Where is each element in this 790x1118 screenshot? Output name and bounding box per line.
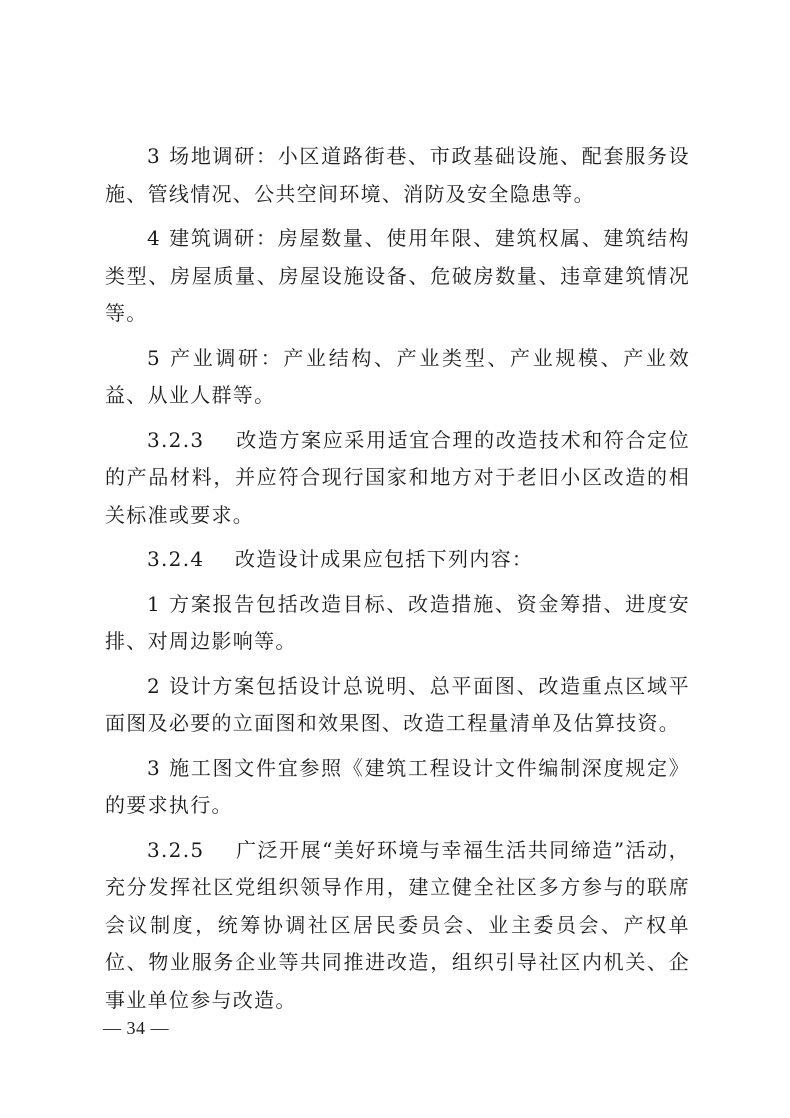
paragraph-item-4-building-survey — [105, 220, 690, 333]
item-number: 3 — [147, 144, 162, 168]
item-number: 3 — [147, 755, 162, 780]
paragraph-clause-3-2-3 — [105, 422, 690, 535]
paragraph-item-3-site-survey — [105, 138, 690, 213]
paragraph-text: 方案报告包括改造目标、改造措施、资金筹措、进度安排、对周边影响等。 — [105, 591, 690, 653]
paragraph-text: 施工图文件宜参照《建筑工程设计文件编制深度规定》的要求执行。 — [105, 755, 690, 817]
paragraph-clause-3-2-5 — [105, 832, 690, 1020]
item-number: 4 — [147, 226, 162, 250]
paragraph-item-5-industry-survey — [105, 340, 690, 415]
paragraph-text: 广泛开展“美好环境与幸福生活共同缔造”活动，充分发挥社区党组织领导作用，建立健全社区多方参与的联席会议制度，统筹协调社区居民委员会、业主委员会、产权单位、物业服务企业等共同推进改造，组织引导社区内机关、企事业单位参与改造。 — [105, 837, 690, 1012]
item-number: 2 — [147, 673, 162, 698]
paragraph-item-1-plan-report — [105, 586, 690, 661]
page-number: — 34 — — [103, 1018, 169, 1038]
paragraph-text: 产业调研：产业结构、产业类型、产业规模、产业效益、从业人群等。 — [105, 345, 690, 407]
paragraph-text: 改造方案应采用适宜合理的改造技术和符合定位的产品材料，并应符合现行国家和地方对于老旧小区改造的相关标准或要求。 — [105, 427, 690, 527]
clause-number: 3.2.5 — [147, 837, 205, 862]
clause-number: 3.2.3 — [147, 427, 205, 452]
paragraph-text: 设计方案包括设计总说明、总平面图、改造重点区域平面图及必要的立面图和效果图、改造工程量清单及估算技资。 — [105, 673, 690, 735]
document-body — [105, 138, 690, 1026]
paragraph-text: 建筑调研：房屋数量、使用年限、建筑权属、建筑结构类型、房屋质量、房屋设施设备、危破房数量、违章建筑情况等。 — [105, 226, 690, 325]
item-number: 1 — [147, 591, 162, 616]
clause-number: 3.2.4 — [147, 547, 205, 571]
paragraph-text: 场地调研：小区道路街巷、市政基础设施、配套服务设施、管线情况、公共空间环境、消防及安全隐患等。 — [105, 144, 690, 206]
paragraph-text: 改造设计成果应包括下列内容： — [235, 547, 534, 571]
paragraph-clause-3-2-4 — [105, 541, 690, 579]
paragraph-item-3-construction-drawings — [105, 750, 690, 825]
item-number: 5 — [147, 345, 162, 370]
paragraph-item-2-design-scheme — [105, 668, 690, 743]
